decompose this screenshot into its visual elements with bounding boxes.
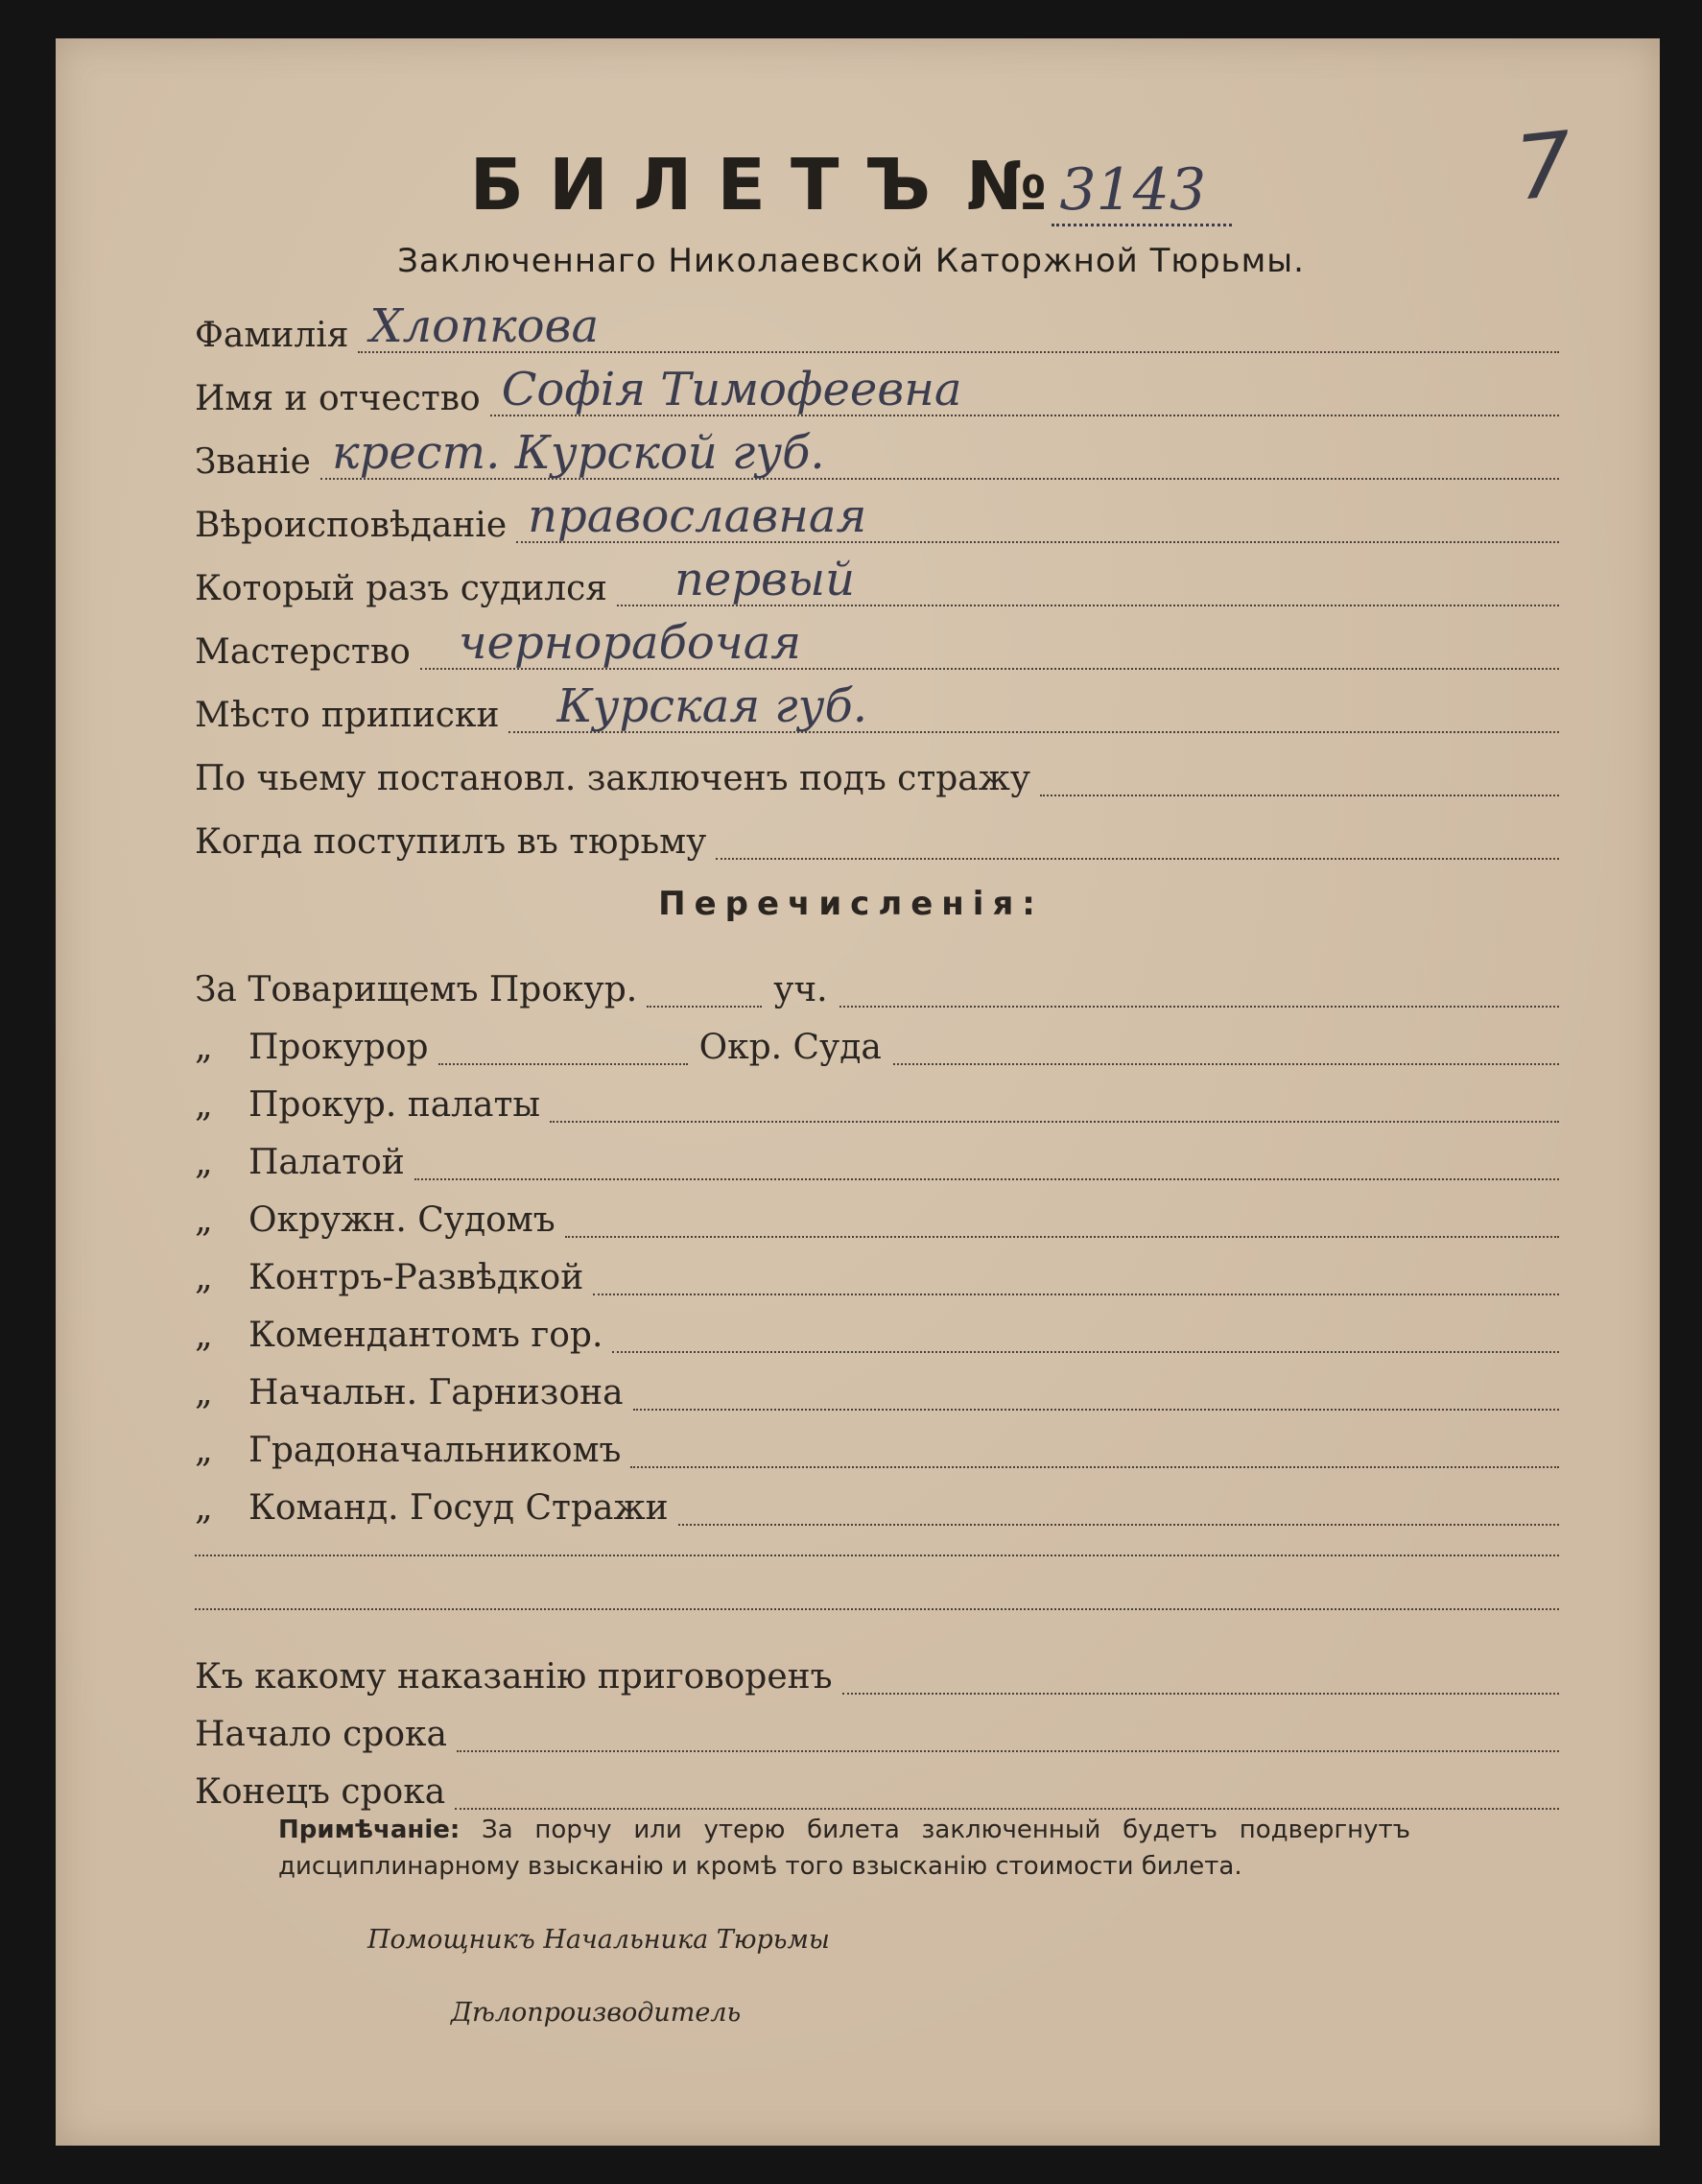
rank-value: крест. Курской губ.: [331, 426, 825, 480]
listing-row-1: [195, 950, 1559, 1008]
rank-label: Званіе: [195, 442, 311, 482]
listing-row-3: [195, 1065, 1559, 1123]
listing-4-label: Палатой: [248, 1143, 405, 1182]
name-label: Имя и отчество: [195, 379, 481, 418]
field-times-tried: [195, 549, 1559, 606]
field-term-start: [195, 1695, 1559, 1752]
listing-7-label: Комендантомъ гор.: [248, 1316, 603, 1355]
field-arrived: [195, 802, 1559, 860]
term-start-line: [457, 1708, 1559, 1752]
footnote-label: Примѣчаніе:: [278, 1816, 461, 1844]
listing-row-10: [195, 1468, 1559, 1526]
listing-9-label: Градоначальникомъ: [248, 1431, 622, 1470]
document-title: БИЛЕТЪ: [469, 144, 956, 226]
times-tried-label: Который разъ судился: [195, 569, 607, 608]
craft-label: Мастерство: [195, 632, 411, 672]
blank-line-2: [195, 1608, 1559, 1610]
listing-1-line-a: [647, 963, 762, 1008]
registration-label: Мѣсто приписки: [195, 696, 500, 735]
listing-6-line: [593, 1251, 1559, 1295]
footnote: [278, 1812, 1410, 1885]
religion-line: [516, 489, 1559, 543]
listing-4-line: [414, 1136, 1559, 1180]
ditto-mark: „: [195, 1488, 213, 1528]
field-punishment: [195, 1637, 1559, 1695]
listing-2-line-a: [438, 1021, 688, 1065]
corner-handwritten-mark: 7: [1510, 112, 1577, 221]
ditto-mark: „: [195, 1373, 213, 1412]
ditto-mark: „: [195, 1431, 213, 1470]
times-tried-value: первый: [674, 553, 855, 606]
listing-8-label: Начальн. Гарнизона: [248, 1373, 624, 1412]
listing-3-label: Прокур. палаты: [248, 1085, 541, 1125]
listing-10-line: [678, 1482, 1559, 1526]
ditto-mark: „: [195, 1085, 213, 1125]
listing-2-label: Прокурор: [248, 1028, 429, 1067]
times-tried-line: [617, 553, 1559, 606]
document-subtitle: Заключеннаго Николаевской Каторжной Тюрьмы.: [397, 242, 1305, 280]
title-row: [0, 144, 1702, 226]
listing-row-2: [195, 1008, 1559, 1065]
ditto-mark: „: [195, 1200, 213, 1240]
term-end-line: [455, 1766, 1559, 1810]
craft-line: [420, 616, 1559, 670]
surname-line: [358, 299, 1559, 353]
listing-1-label: За Товарищемъ Прокур.: [195, 970, 638, 1009]
rank-line: [320, 426, 1559, 480]
footnote-text: За порчу или утерю билета заключенный будетъ подвергнутъ дисциплинарному взысканію и кромѣ того взысканію стоимости билета.: [278, 1816, 1410, 1881]
listing-7-line: [612, 1309, 1559, 1353]
arrived-label: Когда поступилъ въ тюрьму: [195, 822, 707, 862]
listing-5-line: [565, 1194, 1559, 1238]
term-end-label: Конецъ срока: [195, 1772, 446, 1812]
ditto-mark: „: [195, 1143, 213, 1182]
ditto-mark: „: [195, 1316, 213, 1355]
surname-label: Фамилія: [195, 316, 349, 355]
term-start-label: Начало срока: [195, 1715, 447, 1754]
blank-line-1: [195, 1555, 1559, 1556]
ditto-mark: „: [195, 1258, 213, 1297]
listing-row-7: [195, 1295, 1559, 1353]
name-line: [490, 363, 1559, 416]
ditto-mark: „: [195, 1028, 213, 1067]
listing-9-line: [630, 1424, 1559, 1468]
listing-1-mid: уч.: [773, 970, 828, 1009]
listing-row-5: [195, 1180, 1559, 1238]
listing-2-mid: Окр. Суда: [698, 1028, 882, 1067]
field-detained-by: [195, 739, 1559, 796]
number-sign: №: [966, 147, 1048, 226]
craft-value: чернорабочая: [458, 616, 802, 670]
registration-line: [508, 679, 1559, 733]
listing-1-line-b: [839, 963, 1559, 1008]
clerk-signature: Дѣлопроизводитель: [451, 1998, 742, 2028]
field-craft: [195, 612, 1559, 670]
punishment-label: Къ какому наказанію приговоренъ: [195, 1657, 833, 1697]
religion-label: Вѣроисповѣданіе: [195, 506, 508, 545]
listing-6-label: Контръ-Развѣдкой: [248, 1258, 584, 1297]
religion-value: православная: [528, 489, 867, 543]
listing-2-line-b: [893, 1021, 1559, 1065]
listing-5-label: Окружн. Судомъ: [248, 1200, 556, 1240]
registration-value: Курская губ.: [556, 679, 868, 733]
field-name: [195, 359, 1559, 416]
field-surname: [195, 296, 1559, 353]
ticket-number: 3143: [1052, 156, 1232, 226]
listing-row-6: [195, 1238, 1559, 1295]
listing-row-8: [195, 1353, 1559, 1411]
listing-8-line: [633, 1366, 1559, 1411]
assistant-warden-signature: Помощникъ Начальника Тюрьмы: [367, 1925, 830, 1955]
surname-value: Хлопкова: [369, 299, 600, 353]
listing-row-4: [195, 1123, 1559, 1180]
punishment-line: [842, 1650, 1559, 1695]
field-religion: [195, 486, 1559, 543]
listing-3-line: [550, 1079, 1559, 1123]
field-registration: [195, 676, 1559, 733]
field-rank: [195, 422, 1559, 480]
listing-row-9: [195, 1411, 1559, 1468]
field-term-end: [195, 1752, 1559, 1810]
section-title: Перечисленія:: [658, 885, 1044, 923]
arrived-line: [716, 816, 1559, 860]
name-value: Софія Тимофеевна: [501, 363, 962, 416]
detained-by-line: [1040, 752, 1559, 796]
detained-by-label: По чьему постановл. заключенъ подъ стражу: [195, 759, 1031, 798]
listing-10-label: Команд. Госуд Стражи: [248, 1488, 669, 1528]
